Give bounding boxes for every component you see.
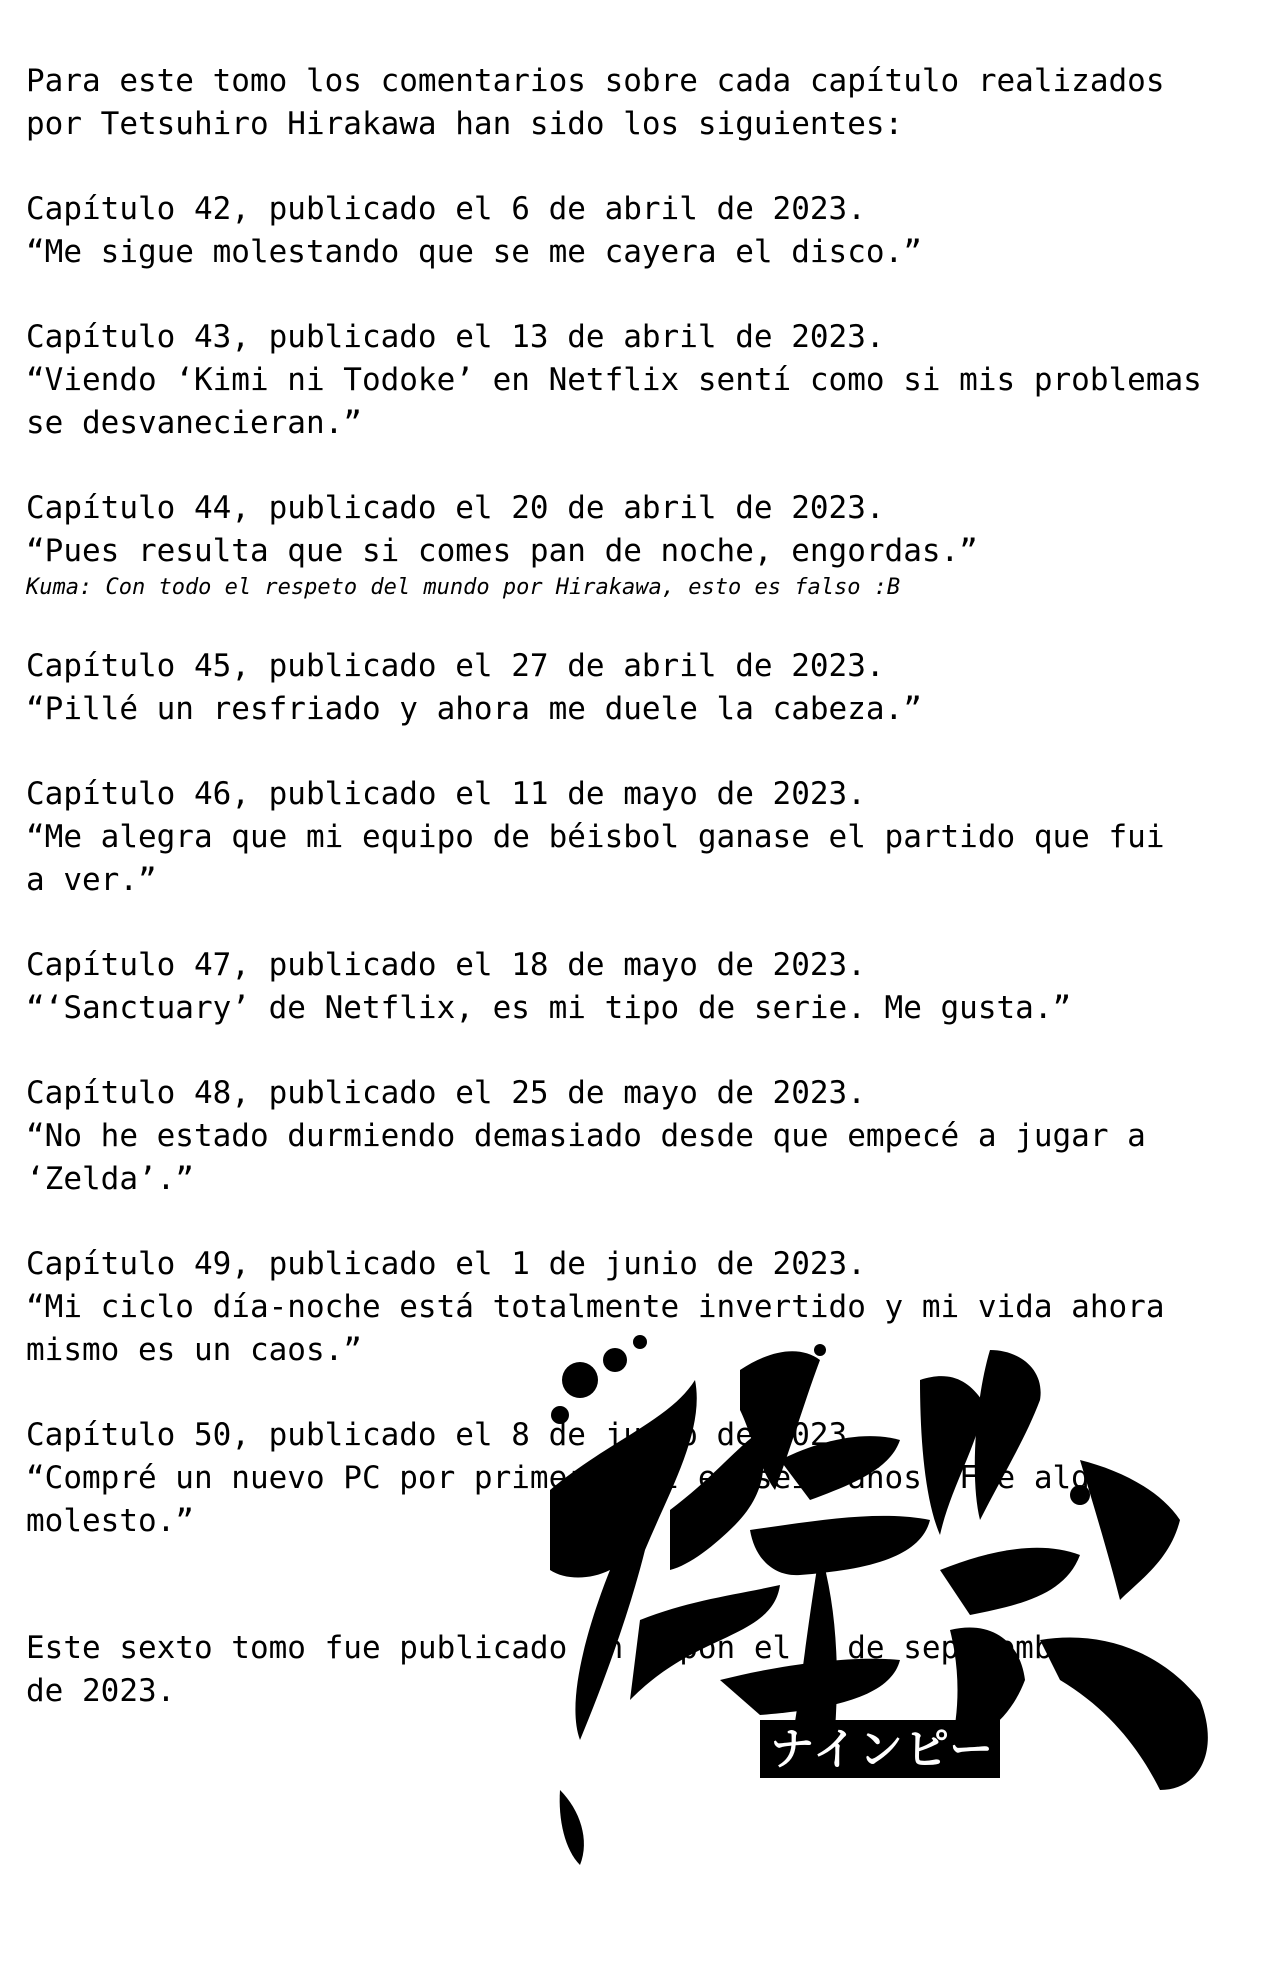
closing-paragraph: Este sexto tomo fue publicado en Japón el 7 de septiembre de 2023. — [26, 1630, 1090, 1709]
chapter-42-entry — [26, 188, 1266, 274]
chapter-quote: “Viendo ‘Kimi ni Todoke’ en Netflix sentí como si mis problemas se desvanecieran.” — [26, 362, 1202, 441]
chapter-quote: “Me alegra que mi equipo de béisbol ganase el partido que fui a ver.” — [26, 819, 1165, 898]
chapter-quote: “Pues resulta que si comes pan de noche, engordas.” — [26, 533, 978, 569]
chapter-45-entry — [26, 645, 1266, 731]
chapter-46-entry — [26, 773, 1266, 902]
chapter-quote: “Compré un nuevo PC por primera vez en seis años. Fue algo molesto.” — [26, 1460, 1109, 1539]
chapter-heading: Capítulo 49, publicado el 1 de junio de 2023. — [26, 1246, 866, 1282]
chapter-heading: Capítulo 47, publicado el 18 de mayo de 2023. — [26, 947, 866, 983]
chapter-heading: Capítulo 43, publicado el 13 de abril de 2023. — [26, 319, 885, 355]
intro-paragraph: Para este tomo los comentarios sobre cada capítulo realizados por Tetsuhiro Hirakawa han sido los siguientes: — [26, 63, 1165, 142]
chapter-43-entry — [26, 316, 1266, 445]
chapter-50-entry — [26, 1414, 1266, 1543]
chapter-quote: “Me sigue molestando que se me cayera el disco.” — [26, 234, 922, 270]
chapter-heading: Capítulo 48, publicado el 25 de mayo de 2023. — [26, 1075, 866, 1111]
chapter-quote: “‘Sanctuary’ de Netflix, es mi tipo de serie. Me gusta.” — [26, 990, 1072, 1026]
chapter-quote: “No he estado durmiendo demasiado desde que empecé a jugar a ‘Zelda’.” — [26, 1118, 1146, 1197]
chapter-47-entry — [26, 944, 1266, 1030]
chapter-heading: Capítulo 45, publicado el 27 de abril de 2023. — [26, 648, 885, 684]
chapter-48-entry — [26, 1072, 1266, 1201]
chapter-quote: “Pillé un resfriado y ahora me duele la cabeza.” — [26, 691, 922, 727]
chapter-49-entry — [26, 1243, 1266, 1372]
chapter-44-entry — [26, 487, 1266, 603]
translator-note: Kuma: Con todo el respeto del mundo por Hirakawa, esto es falso :B — [26, 575, 901, 600]
chapter-quote: “Mi ciclo día-noche está totalmente invertido y mi vida ahora mismo es un caos.” — [26, 1289, 1165, 1368]
chapter-heading: Capítulo 44, publicado el 20 de abril de 2023. — [26, 490, 885, 526]
text-block — [26, 60, 1266, 1713]
chapter-heading: Capítulo 46, publicado el 11 de mayo de 2023. — [26, 776, 866, 812]
logo-caption: ナインピークス — [770, 1724, 1087, 1775]
chapter-heading: Capítulo 42, publicado el 6 de abril de 2023. — [26, 191, 866, 227]
chapter-heading: Capítulo 50, publicado el 8 de junio de 2023. — [26, 1417, 866, 1453]
